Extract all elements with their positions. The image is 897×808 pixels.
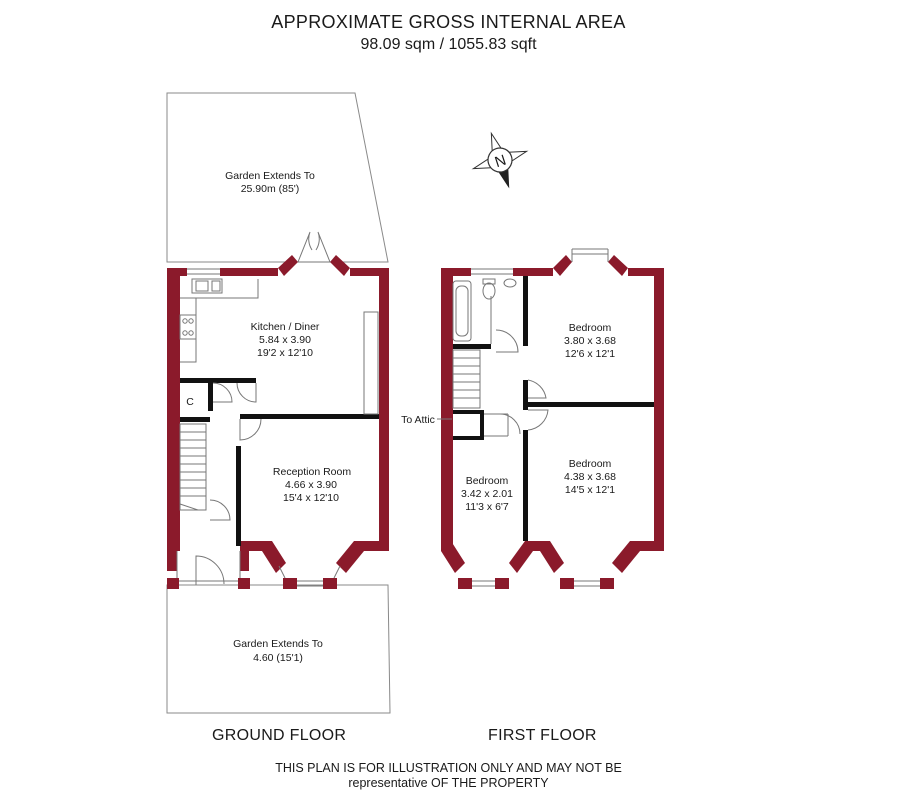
- first-exterior-walls: [441, 255, 664, 589]
- reception-imperial: 15'4 x 12'10: [283, 492, 339, 504]
- ground-stairs: [180, 424, 206, 510]
- reception-bay-window: [187, 269, 340, 586]
- bedroom-rear-imperial: 12'6 x 12'1: [564, 348, 616, 360]
- ground-door-swings: [210, 383, 261, 520]
- bedroom-small-name: Bedroom: [465, 475, 509, 487]
- bedroom-front-name: Bedroom: [568, 458, 612, 470]
- ground-floor-label: GROUND FLOOR: [212, 727, 347, 744]
- front-garden-name: Garden Extends To: [233, 638, 323, 650]
- kitchen-metric: 5.84 x 3.90: [259, 334, 311, 346]
- kitchen-name: Kitchen / Diner: [250, 321, 320, 333]
- bathroom-fittings: [453, 279, 516, 344]
- cupboard-label: C: [186, 396, 194, 408]
- ground-interior-walls: [180, 378, 379, 546]
- disclaimer-line-1: THIS PLAN IS FOR ILLUSTRATION ONLY AND MAY NOT BE: [275, 761, 622, 775]
- bedroom-small-metric: 3.42 x 2.01: [461, 488, 513, 500]
- plan-title: APPROXIMATE GROSS INTERNAL AREA: [271, 12, 626, 32]
- kitchen-imperial: 19'2 x 12'10: [257, 347, 313, 359]
- first-door-swings: [496, 330, 548, 434]
- reception-name: Reception Room: [272, 466, 352, 478]
- compass-north-label: N: [492, 151, 509, 172]
- gross-area: 98.09 sqm / 1055.83 sqft: [360, 36, 537, 53]
- front-garden-size: 4.60 (15'1): [253, 652, 303, 664]
- attic-label: To Attic: [401, 414, 435, 426]
- bedroom-front-metric: 4.38 x 3.68: [564, 471, 616, 483]
- first-bay-windows: [471, 249, 608, 586]
- bedroom-front-imperial: 14'5 x 12'1: [564, 484, 616, 496]
- bedroom-rear-metric: 3.80 x 3.68: [564, 335, 616, 347]
- french-doors: [298, 232, 330, 262]
- rear-garden-name: Garden Extends To: [225, 170, 315, 182]
- porch: [177, 551, 240, 585]
- bedroom-small-imperial: 11'3 x 6'7: [465, 501, 509, 513]
- bedroom-rear-name: Bedroom: [568, 322, 612, 334]
- disclaimer-line-2: representative OF THE PROPERTY: [348, 776, 549, 790]
- first-floor-label: FIRST FLOOR: [488, 727, 597, 744]
- reception-metric: 4.66 x 3.90: [285, 479, 337, 491]
- rear-garden-size: 25.90m (85'): [240, 183, 300, 195]
